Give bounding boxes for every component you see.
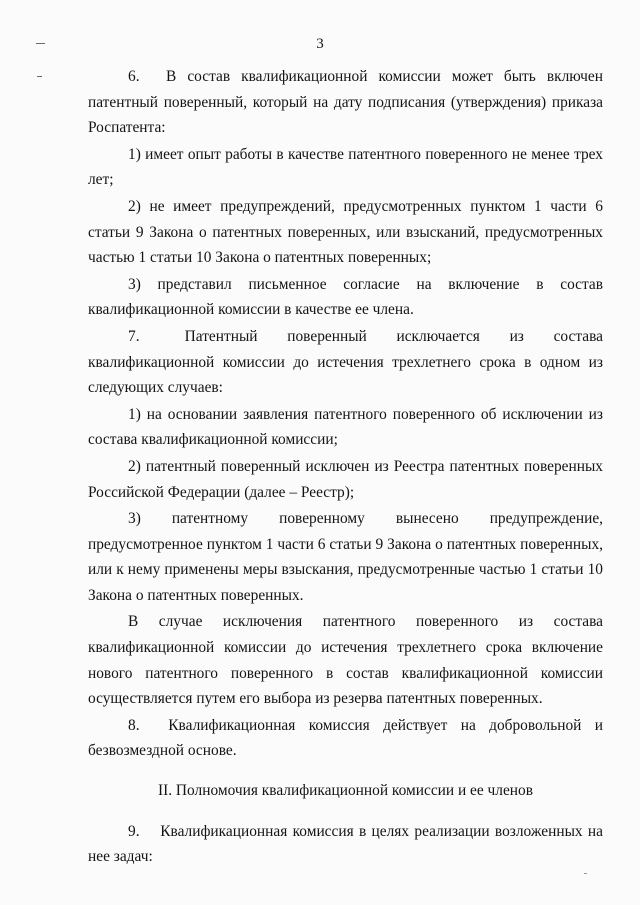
scan-mark xyxy=(37,76,42,77)
document-body xyxy=(88,64,603,871)
paragraph-7-item-1: 1) на основании заявления патентного поверенного об исключении из состава квалификационной комиссии; xyxy=(88,405,603,449)
scan-mark xyxy=(584,873,587,874)
page-number: 3 xyxy=(316,36,324,52)
paragraph-8: 8. Квалификационная комиссия действует на добровольной и безвозмездной основе. xyxy=(88,716,603,760)
paragraph-7-note: В случае исключения патентного поверенного из состава квалификационной комиссии до истечения трехлетнего срока включение нового патентного поверенного в состав квалификационной комиссии осуществляется путем его выбора из резерва патентных поверенных. xyxy=(88,613,603,708)
paragraph-6: 6. В состав квалификационной комиссии может быть включен патентный поверенный, который на дату подписания (утверждения) приказа Роспатента: xyxy=(88,68,603,137)
paragraph-7: 7. Патентный поверенный исключается из состава квалификационной комиссии до истечения трехлетнего срока в одном из следующих случаев: xyxy=(88,327,603,397)
paragraph-7-item-2: 2) патентный поверенный исключен из Реестра патентных поверенных Российской Федерации (далее – Реестр); xyxy=(88,457,603,501)
paragraph-9: 9. Квалификационная комиссия в целях реализации возложенных на нее задач: xyxy=(88,822,603,866)
paragraph-6-item-1: 1) имеет опыт работы в качестве патентного поверенного не менее трех лет; xyxy=(88,145,603,189)
paragraph-7-item-3: 3) патентному поверенному вынесено предупреждение, предусмотренное пунктом 1 части 6 статьи 9 Закона о патентных поверенных, или к нему применены меры взыскания, предусмотренные частью 1 статьи 10 Закона о патентных поверенных. xyxy=(88,510,603,604)
paragraph-6-item-3: 3) представил письменное согласие на включение в состав квалификационной комиссии в качестве ее члена. xyxy=(88,275,603,319)
paragraph-6-item-2: 2) не имеет предупреждений, предусмотренных пунктом 1 части 6 статьи 9 Закона о патентных поверенных, или взысканий, предусмотренных частью 1 статьи 10 Закона о патентных поверенных; xyxy=(88,197,603,267)
section-heading: II. Полномочия квалификационной комиссии и ее членов xyxy=(157,782,534,800)
